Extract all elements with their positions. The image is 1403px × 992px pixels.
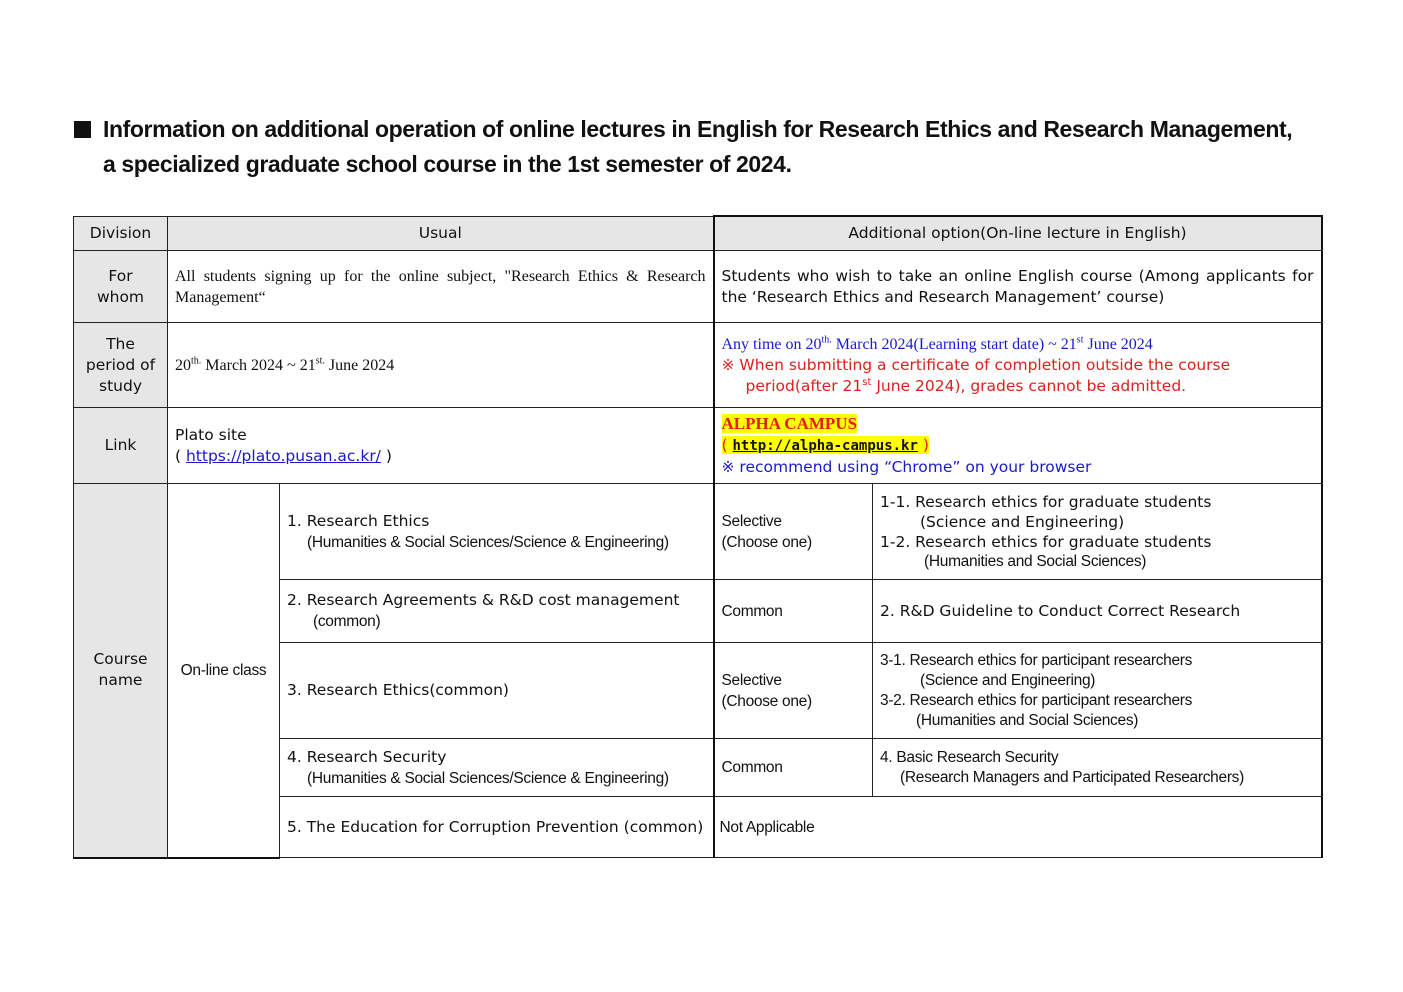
square-bullet-icon: [74, 121, 91, 138]
header-division: Division: [74, 216, 168, 251]
title-line-1: Information on additional operation of online lectures in English for Research Ethics and Research Management,: [103, 116, 1293, 142]
title-line-2: a specialized graduate school course in the 1st semester of 2024.: [103, 151, 792, 177]
table-row-link: [74, 408, 1322, 484]
course-usual-5: 5. The Education for Corruption Prevention (common): [280, 797, 714, 858]
course-additional-2: 2. R&D Guideline to Conduct Correct Research: [873, 580, 1322, 643]
alpha-campus-name: ALPHA CAMPUS: [721, 414, 858, 433]
course-usual-4: 4. Research Security (Humanities & Social Sciences/Science & Engineering): [280, 739, 714, 797]
course-usual-2: 2. Research Agreements & R&D cost management (common): [280, 580, 714, 643]
for-whom-additional: Students who wish to take an online English course (Among applicants for the ‘Research Ethics and Research Management’ course): [714, 251, 1322, 323]
course-type-2: Common: [714, 580, 873, 643]
course-type-5: Not Applicable: [714, 797, 1322, 858]
table-row-course-1: [74, 484, 1322, 580]
online-class-cell: On-line class: [168, 484, 280, 858]
info-table: [73, 215, 1323, 859]
link-additional: ALPHA CAMPUS ( http://alpha-campus.kr ) ※ recommend using “Chrome” on your browser: [714, 408, 1322, 484]
table-row-for-whom: [74, 251, 1322, 323]
table-header-row: [74, 216, 1322, 251]
course-type-1: Selective (Choose one): [714, 484, 873, 580]
plato-link[interactable]: https://plato.pusan.ac.kr/: [185, 446, 381, 465]
browser-recommendation: ※ recommend using “Chrome” on your browser: [721, 458, 1092, 476]
course-usual-3: 3. Research Ethics(common): [280, 643, 714, 739]
header-additional: Additional option(On-line lecture in English): [714, 216, 1322, 251]
for-whom-usual: All students signing up for the online subject, "Research Ethics & Research Management“: [168, 251, 714, 323]
row-label-link: Link: [74, 408, 168, 484]
period-additional: [714, 323, 1322, 408]
alpha-campus-link[interactable]: http://alpha-campus.kr: [732, 438, 918, 454]
period-additional-range: Any time on $20^{th.}$ March 2024(Learning start date) ~ 21st June 2024: [721, 334, 1153, 353]
period-note: ※ When submitting a certificate of completion outside the course period(after 21st June 2024), grades cannot be admitted.: [721, 355, 1231, 395]
course-additional-1: 1-1. Research ethics for graduate students (Science and Engineering) 1-2. Research ethics for graduate students (Humanities and Social Sciences): [873, 484, 1322, 580]
row-label-course-name: Course name: [74, 484, 168, 858]
table-row-period: [74, 323, 1322, 408]
course-additional-4: 4. Basic Research Security (Research Managers and Participated Researchers): [873, 739, 1322, 797]
row-label-for-whom: For whom: [74, 251, 168, 323]
header-usual: Usual: [168, 216, 714, 251]
course-type-3: Selective (Choose one): [714, 643, 873, 739]
row-label-period: The period of study: [74, 323, 168, 408]
course-additional-3: 3-1. Research ethics for participant researchers (Science and Engineering) 3-2. Research ethics for participant researchers (Humanities and Social Sciences): [873, 643, 1322, 739]
link-usual: Plato site ( https://plato.pusan.ac.kr/ ): [168, 408, 714, 484]
page-title: [74, 112, 1324, 182]
course-usual-1: 1. Research Ethics (Humanities & Social Sciences/Science & Engineering): [280, 484, 714, 580]
period-usual: $20^{th.}$ March 2024 ~ $21^{st.}$ June 2024: [168, 323, 714, 408]
course-type-4: Common: [714, 739, 873, 797]
